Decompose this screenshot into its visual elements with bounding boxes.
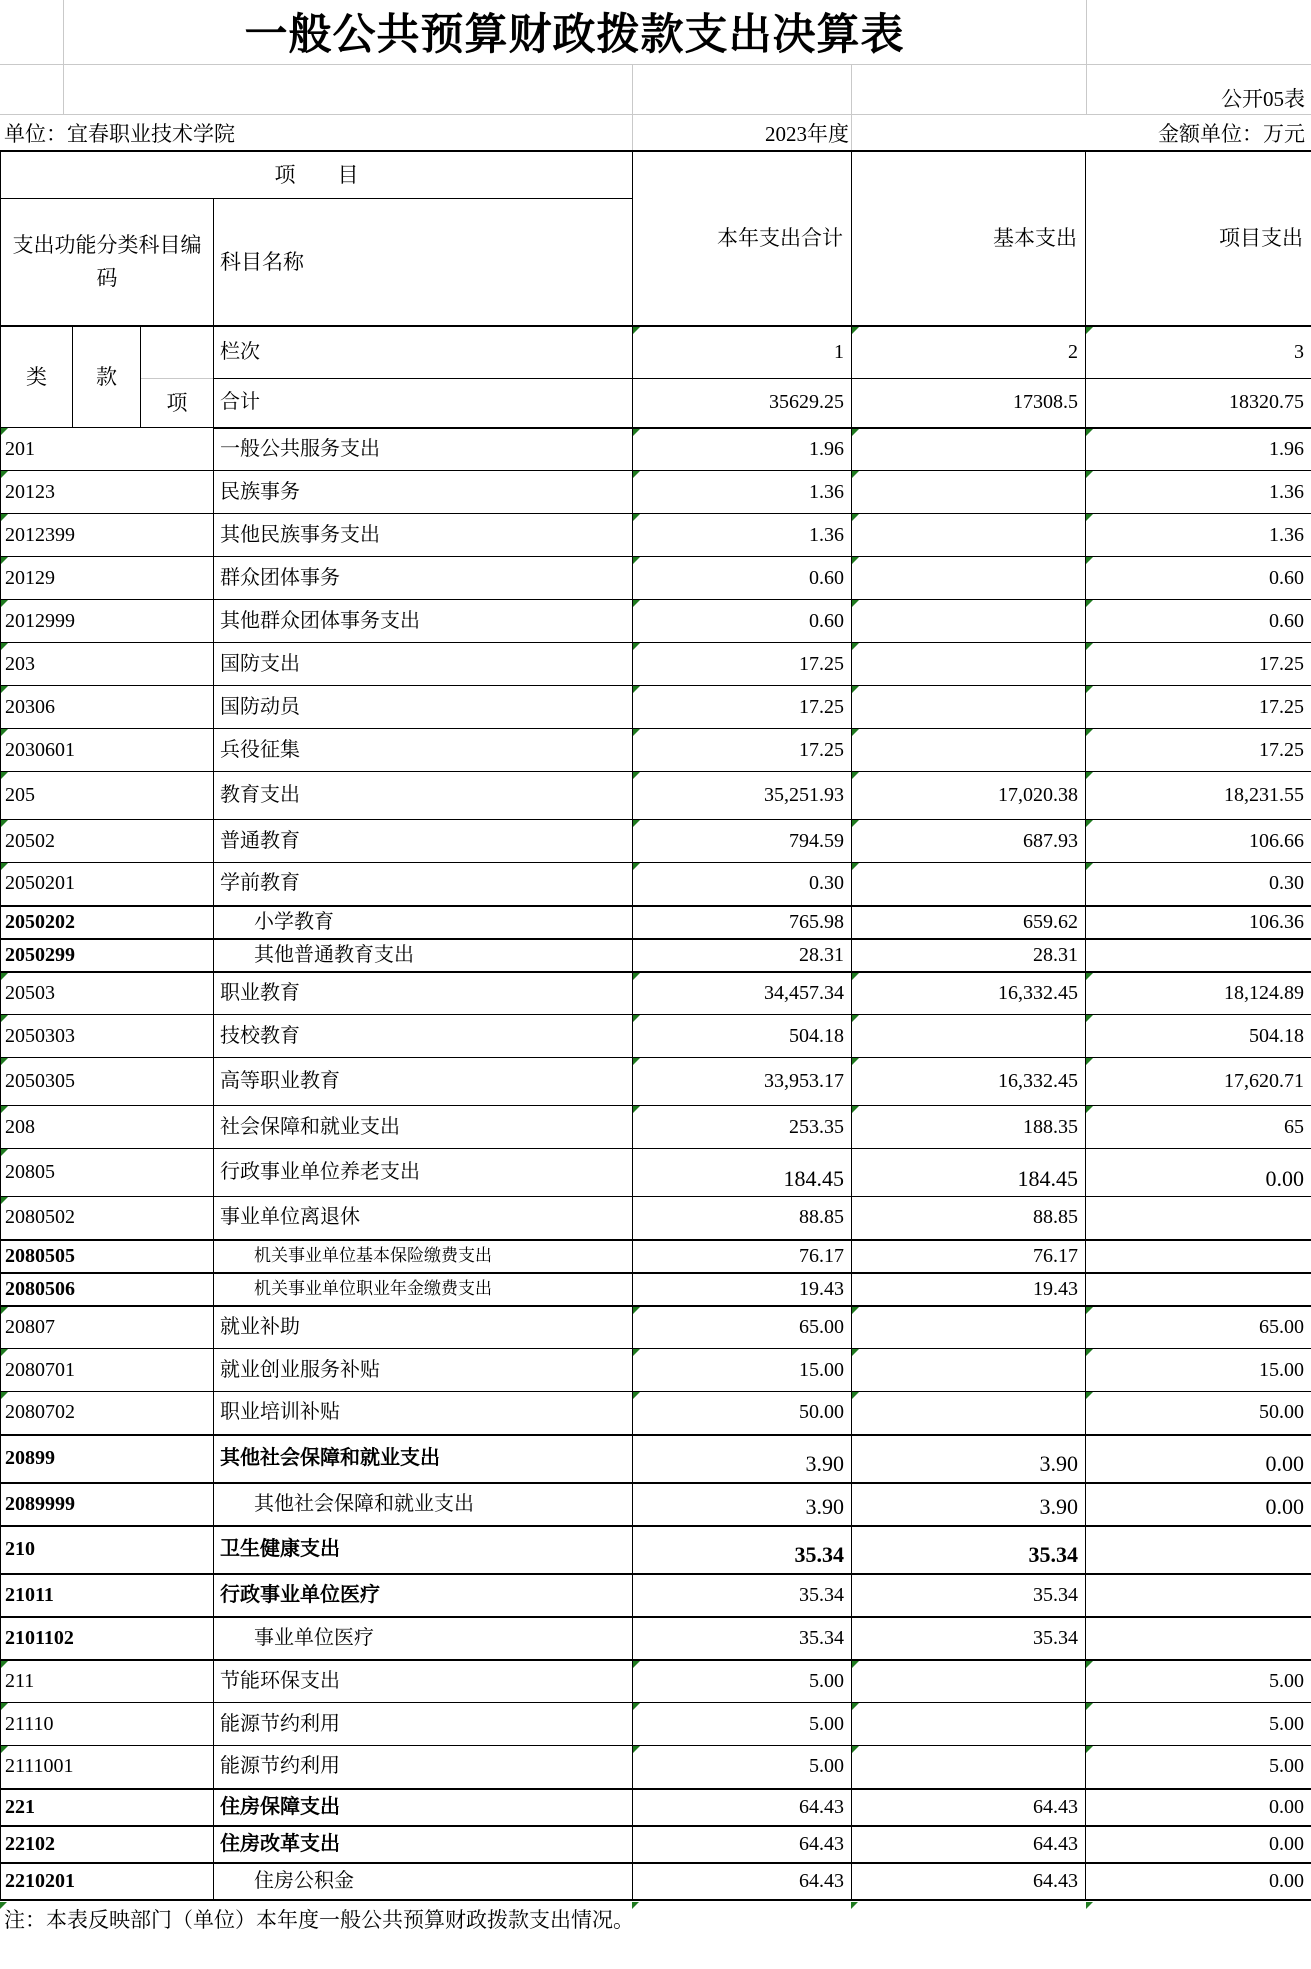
row-basic-value [852, 557, 1086, 600]
row-basic-value [852, 600, 1086, 643]
sheet-top-area [0, 0, 1311, 150]
table-row [1, 428, 1311, 471]
row-basic-value: 16,332.45 [852, 972, 1086, 1015]
table-row [1, 1149, 1311, 1197]
row-basic-value: 659.62 [852, 906, 1086, 939]
row-basic-value: 35.34 [852, 1574, 1086, 1617]
table-row [1, 1197, 1311, 1240]
row-project-value: 15.00 [1086, 1349, 1311, 1392]
row-basic-value [852, 471, 1086, 514]
row-project-value: 0.00 [1086, 1789, 1311, 1826]
row-project-value: 1.36 [1086, 471, 1311, 514]
row-total-value: 64.43 [633, 1863, 852, 1900]
row-code: 2012999 [1, 600, 214, 643]
row-code: 221 [1, 1789, 214, 1826]
code-header: 支出功能分类科目编码 [1, 198, 214, 326]
row-total-value: 184.45 [633, 1149, 852, 1197]
row-total-value: 35.34 [633, 1526, 852, 1574]
table-row [1, 1273, 1311, 1306]
row-name: 社会保障和就业支出 [214, 1106, 633, 1149]
table-row [1, 729, 1311, 772]
row-name: 民族事务 [214, 471, 633, 514]
org-name: 单位：宜春职业技术学院 [4, 122, 235, 146]
total-value-basic: 17308.5 [852, 379, 1086, 428]
row-code: 2101102 [1, 1617, 214, 1660]
row-total-value: 3.90 [633, 1435, 852, 1483]
table-row [1, 471, 1311, 514]
row-name: 就业补助 [214, 1306, 633, 1349]
row-basic-value [852, 1392, 1086, 1435]
green-marker-icon [851, 1902, 858, 1909]
row-code: 20129 [1, 557, 214, 600]
row-basic-value: 16,332.45 [852, 1058, 1086, 1106]
table-row [1, 686, 1311, 729]
unit-info-row [0, 115, 1311, 150]
class-header: 类 [1, 326, 73, 428]
row-basic-value [852, 1349, 1086, 1392]
table-row [1, 1746, 1311, 1789]
table-row [1, 1574, 1311, 1617]
row-basic-value: 3.90 [852, 1435, 1086, 1483]
row-total-value: 34,457.34 [633, 972, 852, 1015]
row-basic-value: 64.43 [852, 1863, 1086, 1900]
row-basic-value: 687.93 [852, 820, 1086, 863]
row-basic-value: 19.43 [852, 1273, 1086, 1306]
row-name: 其他民族事务支出 [214, 514, 633, 557]
row-name: 能源节约利用 [214, 1703, 633, 1746]
col-header-project: 项目支出 [1086, 151, 1311, 326]
row-basic-value [852, 686, 1086, 729]
row-code: 210 [1, 1526, 214, 1574]
total-value-project: 18320.75 [1086, 379, 1311, 428]
table-row [1, 972, 1311, 1015]
row-code: 2210201 [1, 1863, 214, 1900]
row-total-value: 50.00 [633, 1392, 852, 1435]
row-name: 其他社会保障和就业支出 [214, 1435, 633, 1483]
row-total-value: 28.31 [633, 939, 852, 972]
row-project-value: 0.00 [1086, 1149, 1311, 1197]
table-row [1, 1826, 1311, 1863]
subject-header: 科目名称 [214, 198, 633, 326]
row-project-value: 50.00 [1086, 1392, 1311, 1435]
row-name: 学前教育 [214, 863, 633, 906]
row-project-value [1086, 1526, 1311, 1574]
row-total-value: 5.00 [633, 1746, 852, 1789]
sheet-number: 公开05表 [1221, 87, 1305, 111]
row-total-value: 65.00 [633, 1306, 852, 1349]
row-code: 22102 [1, 1826, 214, 1863]
row-code: 205 [1, 772, 214, 820]
row-total-value: 5.00 [633, 1660, 852, 1703]
row-name: 住房保障支出 [214, 1789, 633, 1826]
item-header-spacer [141, 327, 213, 379]
column-number: 1 [633, 326, 852, 379]
table-row [1, 1240, 1311, 1273]
row-total-value: 17.25 [633, 729, 852, 772]
row-total-value: 64.43 [633, 1826, 852, 1863]
row-total-value: 1.96 [633, 428, 852, 471]
row-project-value: 18,124.89 [1086, 972, 1311, 1015]
row-project-value: 106.66 [1086, 820, 1311, 863]
row-code: 2050303 [1, 1015, 214, 1058]
table-row [1, 820, 1311, 863]
row-name: 行政事业单位养老支出 [214, 1149, 633, 1197]
row-total-value: 765.98 [633, 906, 852, 939]
table-row [1, 1483, 1311, 1526]
row-basic-value [852, 729, 1086, 772]
row-project-value [1086, 1617, 1311, 1660]
row-total-value: 33,953.17 [633, 1058, 852, 1106]
table-row [1, 557, 1311, 600]
row-total-value: 253.35 [633, 1106, 852, 1149]
row-name: 职业培训补贴 [214, 1392, 633, 1435]
row-name: 兵役征集 [214, 729, 633, 772]
row-project-value [1086, 1273, 1311, 1306]
row-basic-value: 88.85 [852, 1197, 1086, 1240]
table-row [1, 514, 1311, 557]
total-label: 合计 [214, 379, 633, 428]
table-row [1, 1435, 1311, 1483]
row-total-value: 35.34 [633, 1574, 852, 1617]
row-name: 高等职业教育 [214, 1058, 633, 1106]
row-project-value: 0.00 [1086, 1483, 1311, 1526]
row-project-value: 5.00 [1086, 1703, 1311, 1746]
row-name: 一般公共服务支出 [214, 428, 633, 471]
row-code: 201 [1, 428, 214, 471]
table-row [1, 1703, 1311, 1746]
row-basic-value: 76.17 [852, 1240, 1086, 1273]
row-name: 其他群众团体事务支出 [214, 600, 633, 643]
row-total-value: 0.30 [633, 863, 852, 906]
col-header-total: 本年支出合计 [633, 151, 852, 326]
row-basic-value: 17,020.38 [852, 772, 1086, 820]
table-row [1, 906, 1311, 939]
table-row [1, 1106, 1311, 1149]
total-value-total: 35629.25 [633, 379, 852, 428]
row-project-value: 106.36 [1086, 906, 1311, 939]
row-code: 2012399 [1, 514, 214, 557]
row-basic-value: 64.43 [852, 1789, 1086, 1826]
row-name: 普通教育 [214, 820, 633, 863]
row-name: 住房改革支出 [214, 1826, 633, 1863]
row-basic-value [852, 514, 1086, 557]
row-code: 2050201 [1, 863, 214, 906]
row-basic-value [852, 1306, 1086, 1349]
table-row [1, 1306, 1311, 1349]
row-basic-value: 188.35 [852, 1106, 1086, 1149]
row-project-value: 17.25 [1086, 643, 1311, 686]
row-code: 21110 [1, 1703, 214, 1746]
row-project-value: 17.25 [1086, 729, 1311, 772]
row-name: 事业单位离退休 [214, 1197, 633, 1240]
table-row [1, 1863, 1311, 1900]
row-project-value [1086, 1574, 1311, 1617]
row-project-value: 65.00 [1086, 1306, 1311, 1349]
table-body [1, 428, 1311, 1900]
row-name: 住房公积金 [214, 1863, 633, 1900]
row-code: 2080702 [1, 1392, 214, 1435]
row-name: 能源节约利用 [214, 1746, 633, 1789]
row-project-value: 0.00 [1086, 1435, 1311, 1483]
row-code: 21011 [1, 1574, 214, 1617]
row-total-value: 64.43 [633, 1789, 852, 1826]
row-code: 20805 [1, 1149, 214, 1197]
row-name: 其他普通教育支出 [214, 939, 633, 972]
row-basic-value [852, 643, 1086, 686]
row-project-value: 0.00 [1086, 1826, 1311, 1863]
table-row [1, 939, 1311, 972]
row-total-value: 0.60 [633, 557, 852, 600]
row-project-value: 17.25 [1086, 686, 1311, 729]
row-code: 2050299 [1, 939, 214, 972]
row-basic-value [852, 1703, 1086, 1746]
row-basic-value: 3.90 [852, 1483, 1086, 1526]
row-project-value: 0.30 [1086, 863, 1311, 906]
row-total-value: 3.90 [633, 1483, 852, 1526]
row-basic-value: 35.34 [852, 1617, 1086, 1660]
header-row-group [1, 151, 1311, 198]
header-row-lanci [1, 326, 1311, 379]
page-title: 一般公共预算财政拨款支出决算表 [244, 11, 905, 59]
table-row [1, 1058, 1311, 1106]
green-marker-icon [1086, 1902, 1093, 1909]
row-code: 20123 [1, 471, 214, 514]
row-project-value: 0.60 [1086, 600, 1311, 643]
row-name: 机关事业单位职业年金缴费支出 [214, 1273, 633, 1306]
row-total-value: 794.59 [633, 820, 852, 863]
row-total-value: 15.00 [633, 1349, 852, 1392]
table-row [1, 863, 1311, 906]
row-name: 行政事业单位医疗 [214, 1574, 633, 1617]
row-basic-value [852, 863, 1086, 906]
row-code: 20807 [1, 1306, 214, 1349]
row-project-value: 5.00 [1086, 1660, 1311, 1703]
row-project-value: 5.00 [1086, 1746, 1311, 1789]
money-unit-label: 金额单位：万元 [1158, 122, 1305, 146]
row-basic-value: 28.31 [852, 939, 1086, 972]
row-code: 203 [1, 643, 214, 686]
row-basic-value [852, 428, 1086, 471]
table-row [1, 1015, 1311, 1058]
row-name: 技校教育 [214, 1015, 633, 1058]
row-project-value: 17,620.71 [1086, 1058, 1311, 1106]
row-basic-value [852, 1015, 1086, 1058]
section-header: 款 [73, 326, 141, 428]
row-name: 其他社会保障和就业支出 [214, 1483, 633, 1526]
col-header-basic: 基本支出 [852, 151, 1086, 326]
footnote-text: 注：本表反映部门（单位）本年度一般公共预算财政拨款支出情况。 [4, 1907, 634, 1932]
row-code: 2080506 [1, 1273, 214, 1306]
table-row [1, 772, 1311, 820]
row-name: 群众团体事务 [214, 557, 633, 600]
column-number: 3 [1086, 326, 1311, 379]
table-row [1, 643, 1311, 686]
table-row [1, 1617, 1311, 1660]
row-name: 卫生健康支出 [214, 1526, 633, 1574]
fiscal-year: 2023年度 [765, 122, 849, 146]
row-code: 20503 [1, 972, 214, 1015]
column-number: 2 [852, 326, 1086, 379]
row-basic-value: 35.34 [852, 1526, 1086, 1574]
row-total-value: 19.43 [633, 1273, 852, 1306]
row-project-value [1086, 939, 1311, 972]
row-basic-value [852, 1660, 1086, 1703]
row-code: 2111001 [1, 1746, 214, 1789]
lanci-label: 栏次 [214, 326, 633, 379]
row-code: 211 [1, 1660, 214, 1703]
row-total-value: 1.36 [633, 514, 852, 557]
row-total-value: 1.36 [633, 471, 852, 514]
row-code: 2030601 [1, 729, 214, 772]
row-total-value: 17.25 [633, 643, 852, 686]
row-total-value: 35,251.93 [633, 772, 852, 820]
row-name: 机关事业单位基本保险缴费支出 [214, 1240, 633, 1273]
row-basic-value [852, 1746, 1086, 1789]
row-code: 2080701 [1, 1349, 214, 1392]
row-basic-value: 64.43 [852, 1826, 1086, 1863]
row-project-value: 0.00 [1086, 1863, 1311, 1900]
row-project-value: 18,231.55 [1086, 772, 1311, 820]
row-name: 节能环保支出 [214, 1660, 633, 1703]
row-total-value: 88.85 [633, 1197, 852, 1240]
row-total-value: 17.25 [633, 686, 852, 729]
row-project-value [1086, 1197, 1311, 1240]
row-code: 20502 [1, 820, 214, 863]
row-project-value: 1.96 [1086, 428, 1311, 471]
row-code: 2080502 [1, 1197, 214, 1240]
row-name: 就业创业服务补贴 [214, 1349, 633, 1392]
table-row [1, 1349, 1311, 1392]
row-total-value: 504.18 [633, 1015, 852, 1058]
table-row [1, 600, 1311, 643]
row-code: 20306 [1, 686, 214, 729]
row-total-value: 5.00 [633, 1703, 852, 1746]
row-project-value: 504.18 [1086, 1015, 1311, 1058]
table-row [1, 1660, 1311, 1703]
row-project-value: 65 [1086, 1106, 1311, 1149]
row-project-value: 1.36 [1086, 514, 1311, 557]
row-code: 208 [1, 1106, 214, 1149]
footnote-row [0, 1901, 1311, 1932]
expenditure-table [0, 150, 1311, 1901]
row-project-value [1086, 1240, 1311, 1273]
table-row [1, 1526, 1311, 1574]
row-name: 国防支出 [214, 643, 633, 686]
row-basic-value: 184.45 [852, 1149, 1086, 1197]
row-code: 2050305 [1, 1058, 214, 1106]
table-row [1, 1392, 1311, 1435]
row-total-value: 76.17 [633, 1240, 852, 1273]
row-code: 2089999 [1, 1483, 214, 1526]
item-header: 项 [166, 390, 188, 415]
row-code: 20899 [1, 1435, 214, 1483]
row-code: 2050202 [1, 906, 214, 939]
row-total-value: 0.60 [633, 600, 852, 643]
row-name: 职业教育 [214, 972, 633, 1015]
item-group-header: 项 目 [1, 151, 633, 198]
row-code: 2080505 [1, 1240, 214, 1273]
row-project-value: 0.60 [1086, 557, 1311, 600]
row-name: 小学教育 [214, 906, 633, 939]
row-name: 事业单位医疗 [214, 1617, 633, 1660]
row-total-value: 35.34 [633, 1617, 852, 1660]
row-name: 教育支出 [214, 772, 633, 820]
item-header-cell [141, 326, 214, 428]
row-name: 国防动员 [214, 686, 633, 729]
table-row [1, 1789, 1311, 1826]
